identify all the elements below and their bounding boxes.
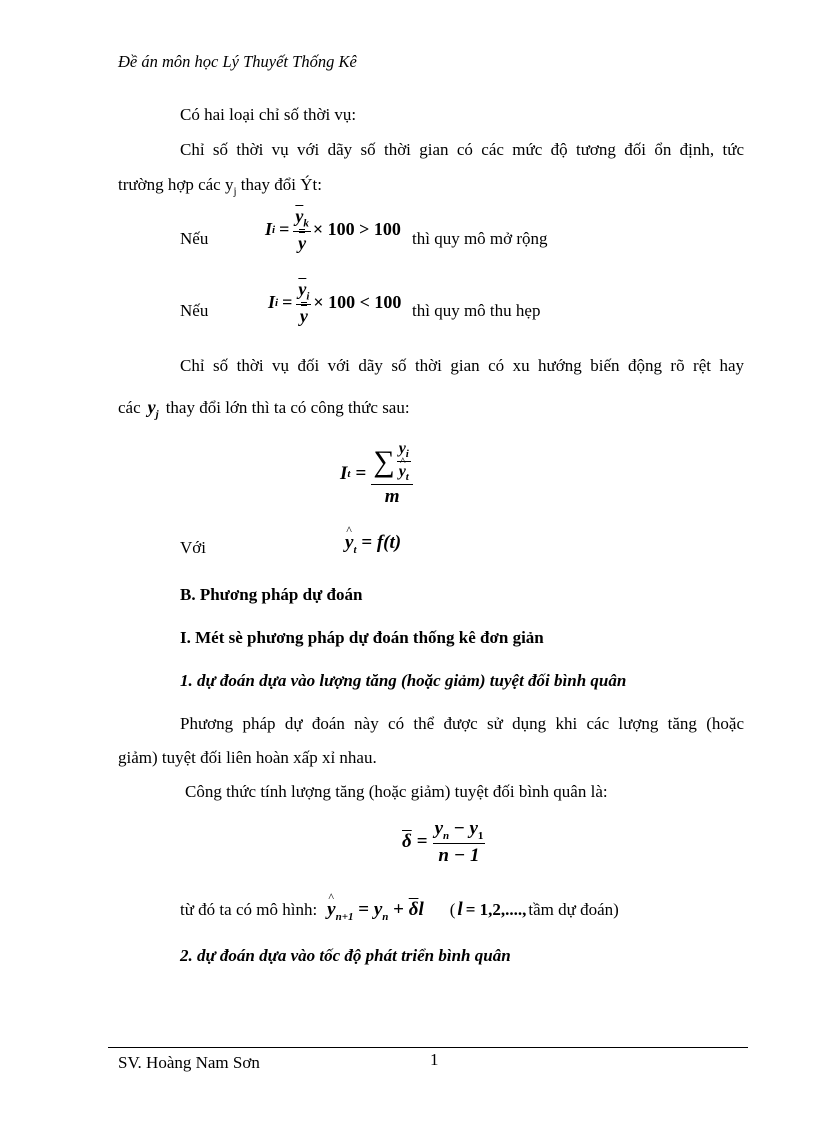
if-label-1: Nếu — [180, 229, 209, 248]
subsection-2-heading: 2. dự đoán dựa vào tốc độ phát triển bình quân — [180, 946, 511, 965]
if-label-2: Nếu — [180, 301, 209, 320]
page-header: Đề án môn học Lý Thuyết Thống Kê — [118, 52, 357, 71]
formula-trend-function: ^ $y_t = f(t)$ — [345, 532, 401, 556]
footer-author: SV. Hoàng Nam Sơn — [118, 1053, 260, 1072]
formula-avg-change: $\overline{\delta}$ = $\frac{y_n - y_1}{n - 1}$ — [402, 818, 484, 866]
paragraph-stable-line1: Chỉ số thời vụ với dãy số thời gian có các mức độ tương đối ổn định, tức — [180, 140, 744, 159]
paragraph-trend-line1: Chỉ số thời vụ đối với dãy số thời gian có xu hướng biến động rõ rệt hay — [180, 356, 744, 375]
paragraph-model: từ đó ta có mô hình: ^ $y_{n+1} = y_n + \overline{\delta}l$ ( l = 1,2,...., tầm dự đoán) — [180, 900, 619, 923]
paragraph-method-line1: Phương pháp dự đoán này có thể được sử dụng khi các lượng tăng (hoặc — [180, 714, 744, 733]
paragraph-stable-line2: trường hợp các $y_j$ thay đổi Ýt: — [118, 175, 322, 198]
with-label: Với — [180, 538, 206, 557]
footer-divider — [108, 1047, 748, 1048]
paragraph-trend-line2: các $y_j$ thay đổi lớn thì ta có công thức sau: — [118, 397, 410, 421]
paragraph-seasonal-types: Có hai loại chỉ số thời vụ: — [180, 105, 357, 124]
section-b-heading: B. Phương pháp dự đoán — [180, 585, 363, 604]
page-number: 1 — [430, 1050, 439, 1069]
paragraph-formula-intro: Công thức tính lượng tăng (hoặc giảm) tuyệt đối bình quân là: — [185, 782, 608, 801]
if-tail-1: thì quy mô mở rộng — [412, 229, 548, 248]
formula-index-narrow: I i = $\frac{\overline{y}_i}{y}$ × 100 < 100 — [268, 279, 402, 326]
section-i-heading: I. Mét sè phương pháp dự đoán thống kê đơn giản — [180, 628, 544, 647]
subsection-1-heading: 1. dự đoán dựa vào lượng tăng (hoặc giảm) tuyệt đối bình quân — [180, 671, 627, 690]
formula-index-trend: I t = ∑ $y_i$ ^ $y_t$ m — [340, 440, 413, 508]
paragraph-method-line2: giảm) tuyệt đối liên hoàn xấp xỉ nhau. — [118, 748, 377, 767]
if-tail-2: thì quy mô thu hẹp — [412, 301, 541, 320]
formula-index-expand: I i = $\frac{\overline{y}_k}{y}$ × 100 > 100 — [265, 206, 401, 253]
